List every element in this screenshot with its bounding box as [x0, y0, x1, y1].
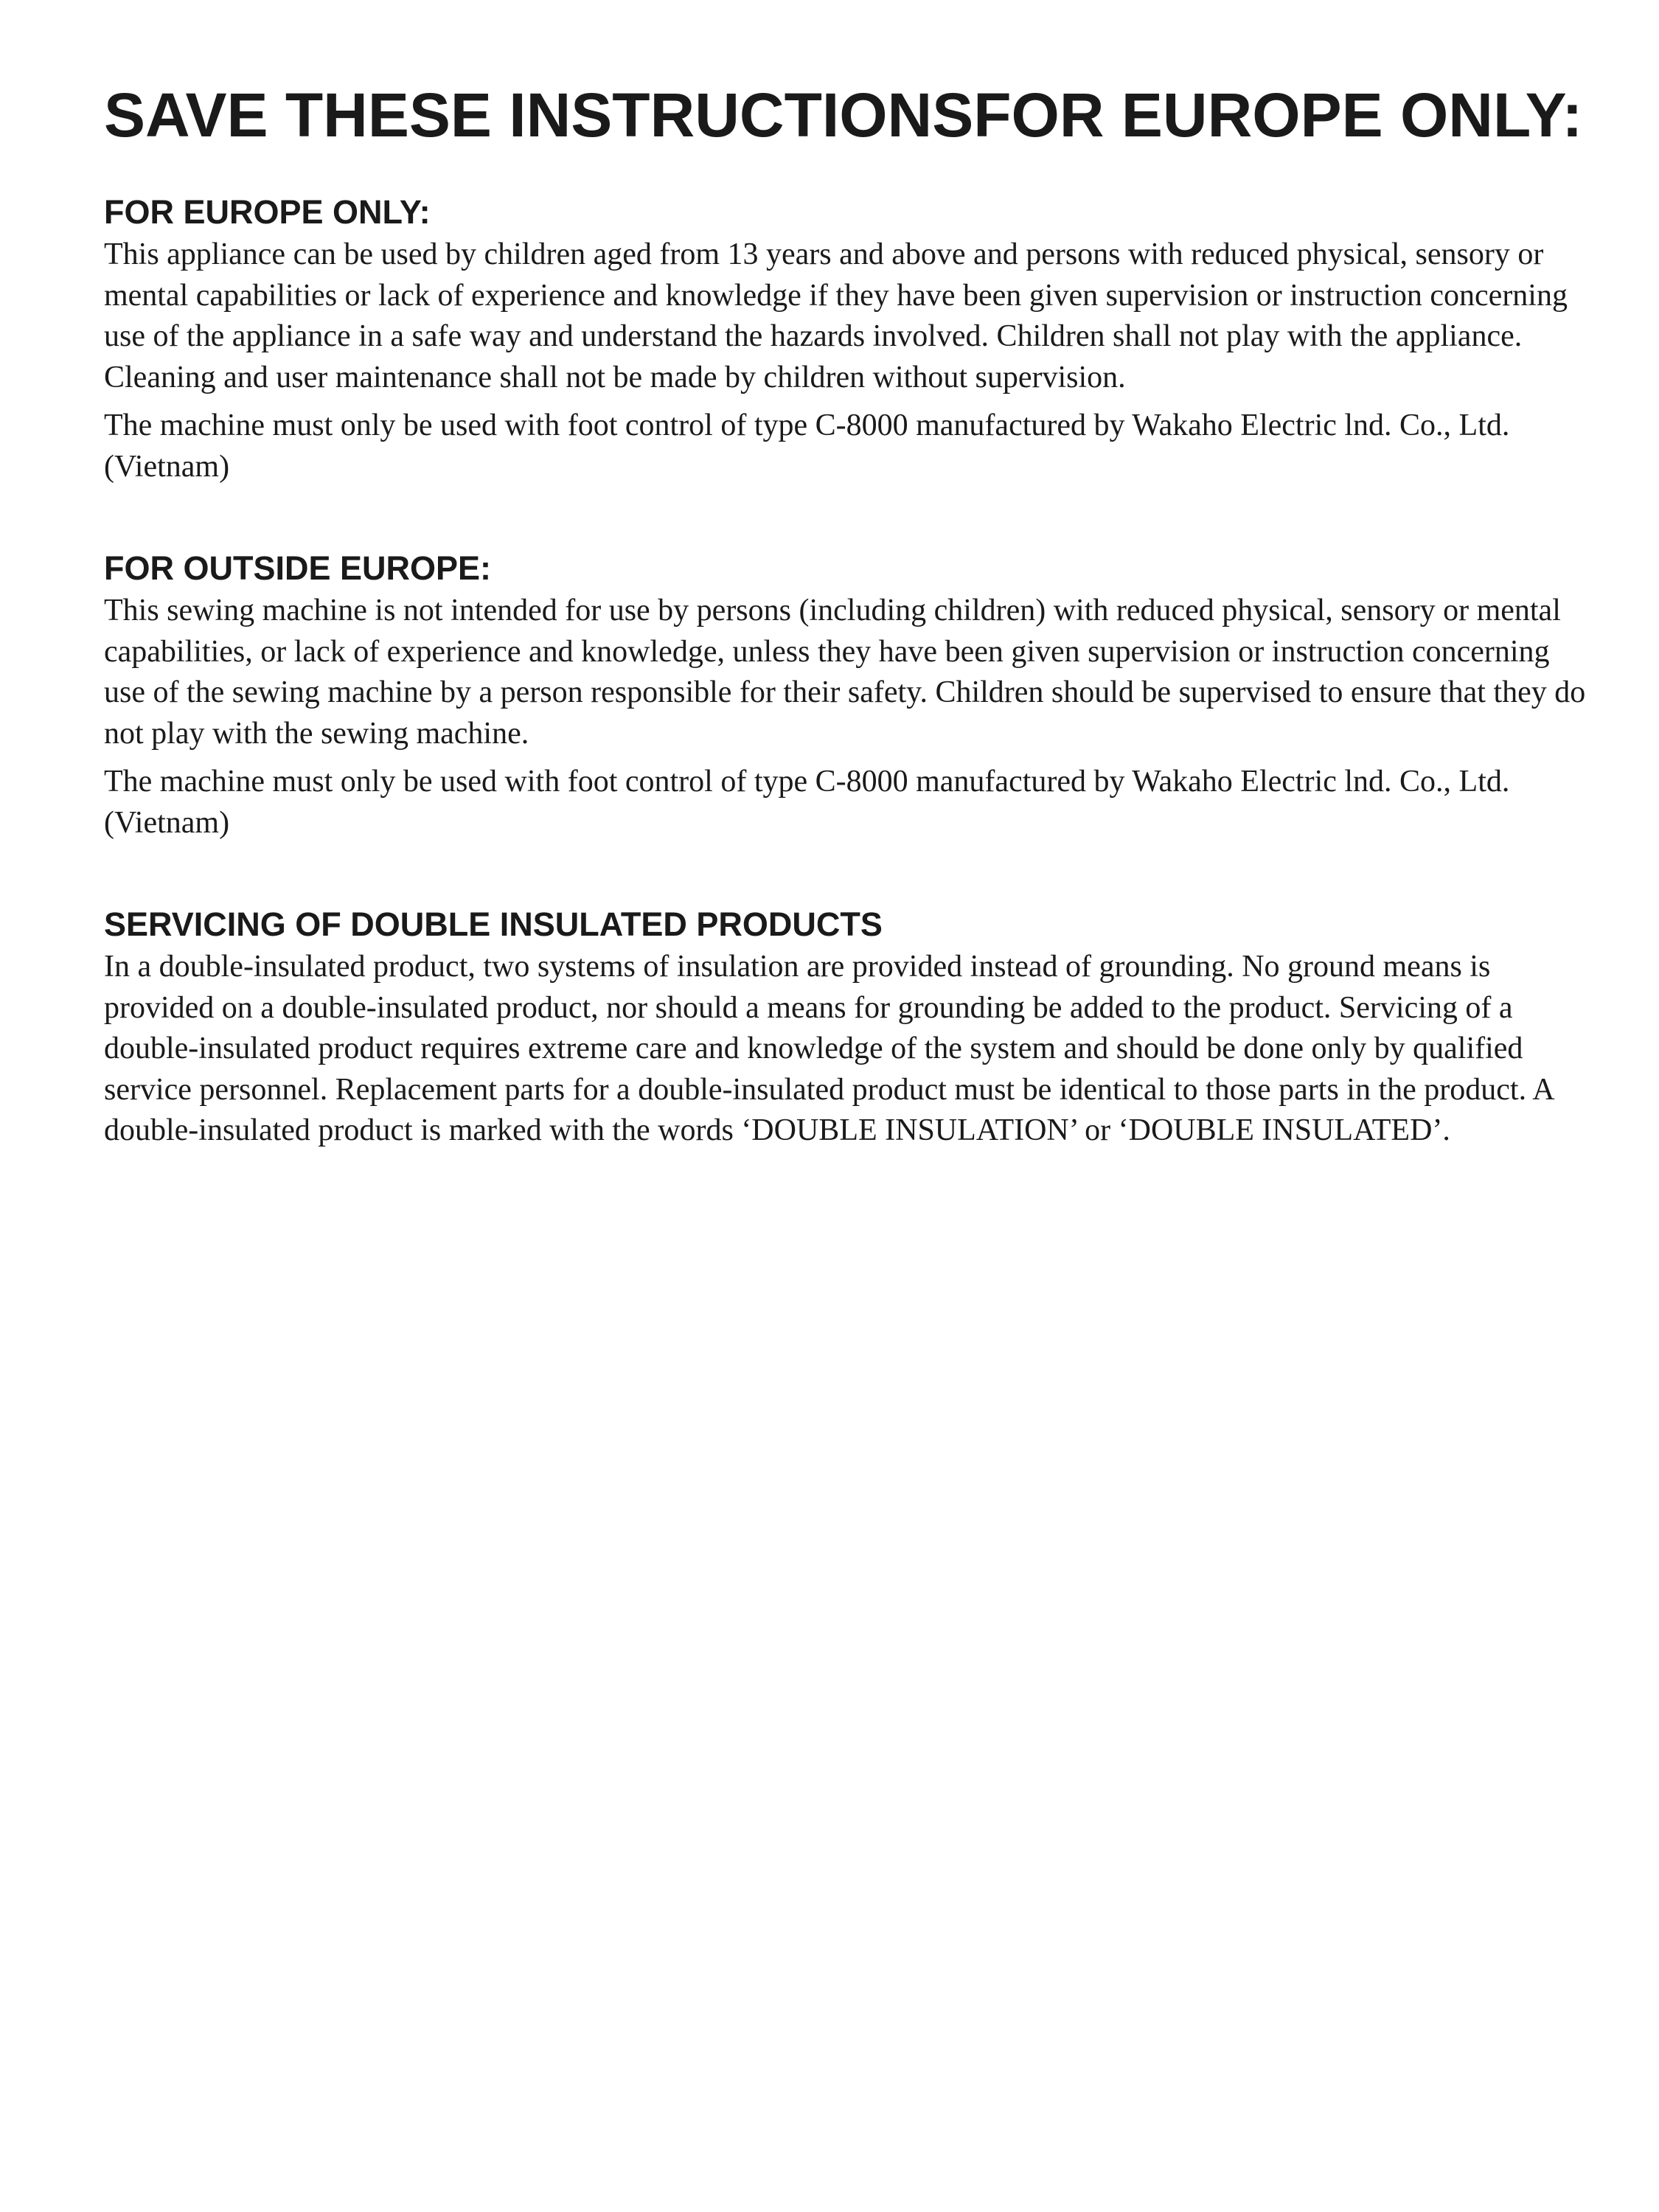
- section-heading: SERVICING OF DOUBLE INSULATED PRODUCTS: [104, 905, 883, 943]
- document-page: [104, 80, 1586, 1152]
- paragraph-persons-usage: This sewing machine is not intended for use by persons (including children) with reduced physical, sensory or mental capabilities, or lack of experience and knowledge, unless they have been given supervision or instruction concerning use of the sewing machine by a person responsible for their safety. Children should be supervised to ensure that they do not play with the sewing machine.: [104, 594, 1586, 751]
- section-heading: FOR EUROPE ONLY:: [104, 193, 431, 231]
- section-for-europe-only: [104, 193, 1586, 487]
- paragraph-children-usage: This appliance can be used by children aged from 13 years and above and persons with reduced physical, sensory or mental capabilities or lack of experience and knowledge if they have been given supervision or instruction concerning use of the appliance in a safe way and understand the hazards involved. Children shall not play with the appliance. Cleaning and user maintenance shall not be made by children without supervision.: [104, 237, 1568, 394]
- section-for-outside-europe: [104, 549, 1586, 844]
- section-double-insulated-servicing: [104, 905, 1586, 1152]
- section-heading: FOR OUTSIDE EUROPE:: [104, 549, 492, 587]
- paragraph-foot-control: The machine must only be used with foot control of type C-8000 manufactured by Wakaho Electric lnd. Co., Ltd.(Vietnam): [104, 765, 1510, 840]
- paragraph-foot-control: The machine must only be used with foot control of type C-8000 manufactured by Wakaho Electric lnd. Co., Ltd.(Vietnam): [104, 408, 1510, 484]
- page-title: SAVE THESE INSTRUCTIONSFOR EUROPE ONLY:: [104, 80, 1583, 150]
- paragraph-double-insulation: In a double-insulated product, two systems of insulation are provided instead of grounding. No ground means is provided on a double-insulated product, nor should a means for grounding be added to the product. Servicing of a double-insulated product requires extreme care and knowledge of the system and should be done only by qualified service personnel. Replacement parts for a double-insulated product must be identical to those parts in the product. A double-insulated product is marked with the words ‘DOUBLE INSULATION’ or ‘DOUBLE INSULATED’.: [104, 950, 1554, 1147]
